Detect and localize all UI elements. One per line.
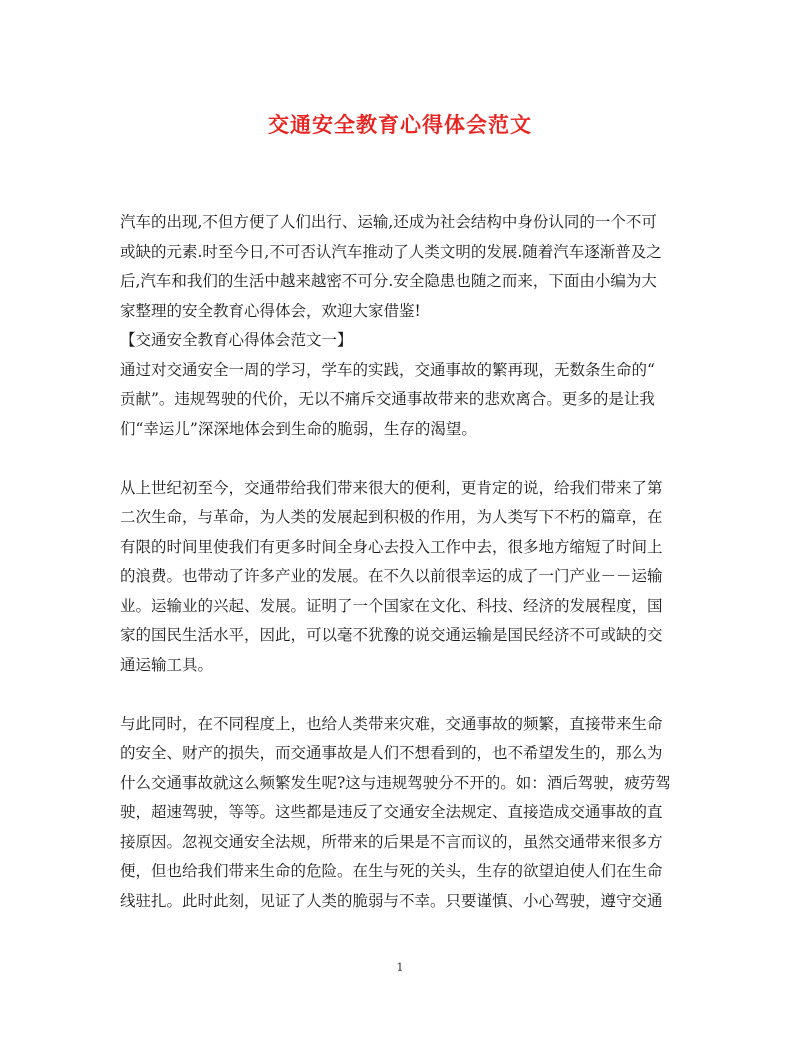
text-line: 业。运输业的兴起、发展。证明了一个国家在文化、科技、经济的发展程度，国 [120,596,663,615]
text-line: 便，但也给我们带来生命的危险。在生与死的关头，生存的欲望迫使人们在生命 [120,862,663,880]
text-line: 线驻扎。此时此刻，见证了人类的脆弱与不幸。只要谨慎、小心驾驶，遵守交通 [120,891,663,910]
text-line: 接原因。忽视交通安全法规，所带来的后果是不言而议的，虽然交通带来很多方 [120,832,663,851]
paragraph-spacer [120,444,682,474]
text-line: 从上世纪初至今，交通带给我们带来很大的便利，更肯定的说，给我们带来了第 [120,478,663,497]
text-line: 什么交通事故就这么频繁发生呢?这与违规驾驶分不开的。如：酒后驾驶，疲劳驾 [120,773,671,792]
text-line: 通过对交通安全一周的学习，学车的实践，交通事故的繁再现，无数条生命的“ [120,360,655,379]
text-line: 后,汽车和我们的生活中越来越密不可分.安全隐患也随之而来，下面由小编为大 [120,272,657,290]
text-line: 家的国民生活水平，因此，可以毫不犹豫的说交通运输是国民经济不可或缺的交 [120,626,663,644]
text-line: 有限的时间里使我们有更多时间全身心去投入工作中去，很多地方缩短了时间上 [120,537,663,556]
text-line: 二次生命，与革命，为人类的发展起到积极的作用，为人类写下不朽的篇章，在 [120,508,663,526]
text-line: 家整理的安全教育心得体会，欢迎大家借鉴! [120,301,421,320]
paragraph-spacer [120,680,682,710]
intro-paragraph [120,208,682,326]
page-title: 交通安全教育心得体会范文 [268,112,532,137]
text-line: 或缺的元素.时至今日,不可否认汽车推动了人类文明的发展.随着汽车逐渐普及之 [120,242,662,261]
text-line: 贡献”。违规驾驶的代价，无以不痛斥交通事故带来的悲欢离合。更多的是让我 [120,390,655,408]
text-line: 通运输工具。 [120,655,214,674]
section-heading: 【交通安全教育心得体会范文一】 [120,331,353,349]
paragraph-2 [120,474,682,681]
paragraph-1 [120,356,682,445]
text-line: 的浪费。也带动了许多产业的发展。在不久以前很幸运的成了一门产业－－运输 [120,567,663,585]
text-line: 汽车的出现,不但方便了人们出行、运输,还成为社会结构中身份认同的一个不可 [120,213,657,231]
document-body [120,208,682,916]
paragraph-3 [120,710,682,917]
text-line: 驶，超速驾驶，等等。这些都是违反了交通安全法规定、直接造成交通事故的直 [120,803,663,821]
text-line: 的安全、财产的损失，而交通事故是人们不想看到的，也不希望发生的，那么为 [120,744,663,762]
page-number: 1 [396,961,404,974]
text-line: 与此同时，在不同程度上，也给人类带来灾难，交通事故的频繁，直接带来生命 [120,714,663,733]
text-line: 们“幸运儿”深深地体会到生命的脆弱，生存的渴望。 [120,419,477,438]
